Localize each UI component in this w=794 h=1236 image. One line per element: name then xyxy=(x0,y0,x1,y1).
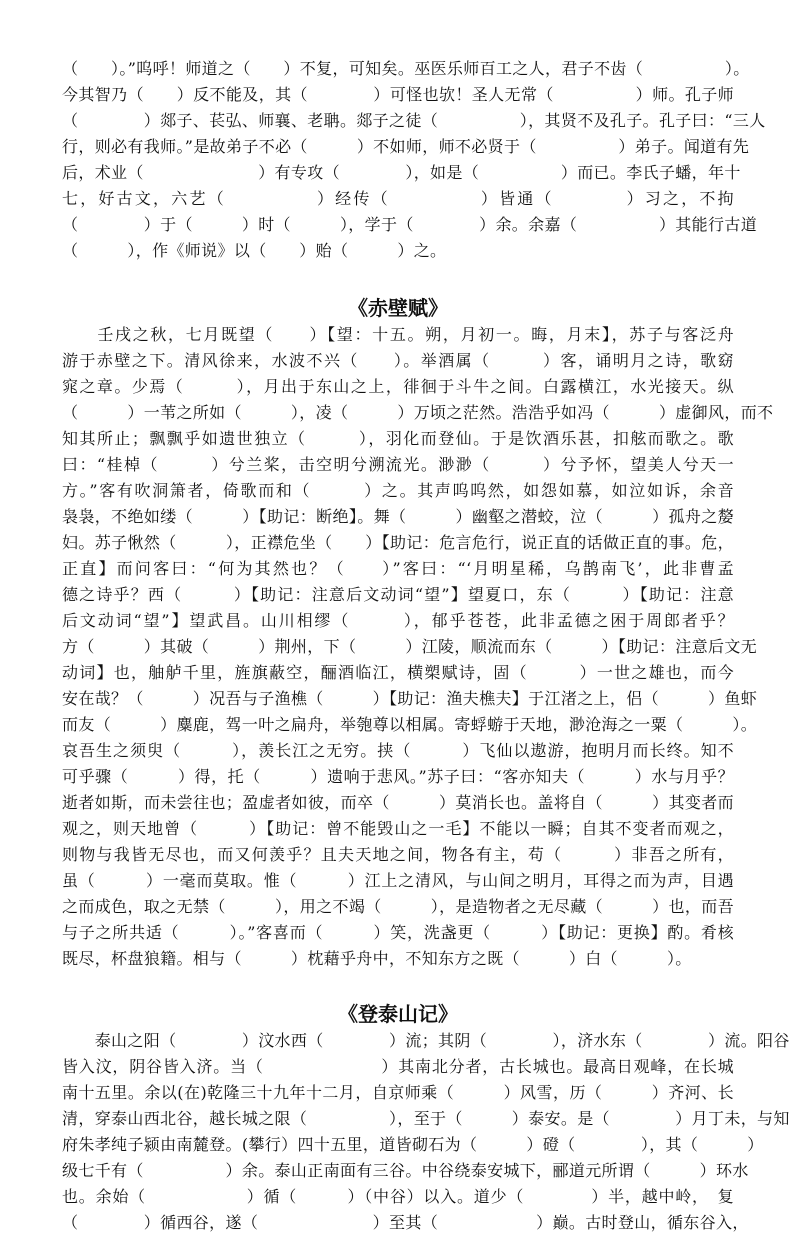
text-line: 与子之所共适（ ）。”客喜而（ ）笑，洗盏更（ ）【助记：更换】酌。肴核 xyxy=(62,923,734,942)
text-line: 泰山之阳（ ）汶水西（ ）流；其阴（ ），济水东（ ）流。阳谷 xyxy=(62,1031,790,1050)
text-line: 哀吾生之须臾（ ），羡长江之无穷。挟（ ）飞仙以遨游，抱明月而长终。知不 xyxy=(62,741,734,760)
text-line: 德之诗乎？西（ ）【助记：注意后文动词“望”】望夏口，东（ ）【助记：注意 xyxy=(62,585,734,604)
worksheet-page xyxy=(62,56,790,1236)
text-line: 之而成色，取之无禁（ ），用之不竭（ ），是造物者之无尽藏（ ）也，而吾 xyxy=(62,897,734,916)
text-line: 府朱孝纯子颍由南麓登。(攀行）四十五里，道皆砌石为（ ）磴（ ），其（ ） xyxy=(62,1135,764,1154)
text-line: 游于赤壁之下。清风徐来，水波不兴（ ）。举酒属（ ）客，诵明月之诗，歌窈 xyxy=(62,351,734,370)
text-line: （ ），作《师说》以（ ）贻（ ）之。 xyxy=(62,241,447,260)
text-line: 曰：“桂棹（ ）兮兰桨，击空明兮溯流光。渺渺（ ）兮予怀，望美人兮天一 xyxy=(62,455,734,474)
text-line: 安在哉？（ ）况吾与子渔樵（ ）【助记：渔夫樵夫】于江渚之上，侣（ ）鱼虾 xyxy=(62,689,758,708)
text-line: 动词】也，舳舻千里，旌旗蔽空，酾酒临江，横槊赋诗，固（ ）一世之雄也，而今 xyxy=(62,663,734,682)
text-line: 皆入汶，阴谷皆入济。当（ ）其南北分者，古长城也。最高日观峰，在长城 xyxy=(62,1057,734,1076)
text-line: 妇。苏子愀然（ ），正襟危坐（ ）【助记：危言危行，说正直的话做正直的事。危， xyxy=(62,533,734,552)
text-line: （ ）循西谷，遂（ ）至其（ ）巅。古时登山，循东谷入， xyxy=(62,1213,749,1232)
text-line: 既尽，杯盘狼籍。相与（ ）枕藉乎舟中，不知东方之既（ ）白（ ）。 xyxy=(62,949,692,968)
text-line: 虽（ ）一毫而莫取。惟（ ）江上之清风，与山间之明月，耳得之而为声，目遇 xyxy=(62,871,734,890)
text-line: 袅袅，不绝如缕（ ）【助记：断绝】。舞（ ）幽壑之潜蛟，泣（ ）孤舟之嫠 xyxy=(62,507,734,526)
text-line: 七，好古文，六艺（ ）经传（ ）皆通（ ）习之，不拘 xyxy=(62,189,734,208)
text-line: 可乎骤（ ）得，托（ ）遗响于悲风。”苏子曰：“客亦知夫（ ）水与月乎？ xyxy=(62,767,734,786)
text-line: 今其智乃（ ）反不能及，其（ ）可怪也欤！圣人无常（ ）师。孔子师 xyxy=(62,85,734,104)
text-line: 方。”客有吹洞箫者，倚歌而和（ ）之。其声呜呜然，如怨如慕，如泣如诉，余音 xyxy=(62,481,734,500)
text-line: 方（ ）其破（ ）荆州，下（ ）江陵，顺流而东（ ）【助记：注意后文无 xyxy=(62,637,758,656)
text-line: 行，则必有我师。”是故弟子不必（ ）不如师，师不必贤于（ ）弟子。闻道有先 xyxy=(62,137,750,156)
text-line: 正直】而问客曰：“何为其然也？（ ）”客曰：“‘月明星稀，乌鹊南飞’，此非曹孟 xyxy=(62,559,734,578)
text-line: 南十五里。余以(在)乾隆三十九年十二月，自京师乘（ ）风雪，历（ ）齐河、长 xyxy=(62,1083,734,1102)
text-line: 级七千有（ ）余。泰山正南面有三谷。中谷绕泰安城下，郦道元所谓（ ）环水 xyxy=(62,1161,749,1180)
text-line: 逝者如斯，而未尝往也；盈虚者如彼，而卒（ ）莫消长也。盖将自（ ）其变者而 xyxy=(62,793,734,812)
text-line: 清，穿泰山西北谷，越长城之限（ ），至于（ ）泰安。是（ ）月丁未，与知 xyxy=(62,1109,790,1128)
text-line: 也。余始（ ）循（ ）（中谷）以入。道少（ ）半，越中岭， 复 xyxy=(62,1187,734,1206)
text-line: 窕之章。少焉（ ），月出于东山之上，徘徊于斗牛之间。白露横江，水光接天。纵 xyxy=(62,377,734,396)
text-line: 后文动词“望”】望武昌。山川相缪（ ），郁乎苍苍，此非孟德之困于周郎者乎？ xyxy=(62,611,734,630)
text-line: 而友（ ）麋鹿，驾一叶之扁舟，举匏尊以相属。寄蜉蝣于天地，渺沧海之一粟（ ）。 xyxy=(62,715,758,734)
text-line: 壬戌之秋，七月既望（ ）【望：十五。朔，月初一。晦，月末】，苏子与客泛舟 xyxy=(62,325,734,344)
text-line: （ ）。”呜呼！师道之（ ）不复，可知矣。巫医乐师百工之人，君子不齿（ ）。 xyxy=(62,59,750,78)
text-line: （ ）一苇之所如（ ），凌（ ）万顷之茫然。浩浩乎如冯（ ）虚御风，而不 xyxy=(62,403,774,422)
chibifu-body xyxy=(62,322,774,972)
text-line: （ ）郯子、苌弘、师襄、老聃。郯子之徒（ ），其贤不及孔子。孔子曰：“三人 xyxy=(62,111,766,130)
text-line: 观之，则天地曾（ ）【助记：曾不能毁山之一毛】不能以一瞬；自其不变者而观之， xyxy=(62,819,734,838)
text-line: 后，术业（ ）有专攻（ ），如是（ ）而已。李氏子蟠，年十 xyxy=(62,163,741,182)
text-line: （ ）于（ ）时（ ），学于（ ）余。余嘉（ ）其能行古道 xyxy=(62,215,758,234)
section-title-dengtaishan: 《登泰山记》 xyxy=(338,1002,458,1026)
shishuo-tail-section xyxy=(62,56,766,264)
section-title-chibifu: 《赤壁赋》 xyxy=(348,296,448,320)
text-line: 则物与我皆无尽也，而又何羡乎？且夫天地之间，物各有主，苟（ ）非吾之所有， xyxy=(62,845,734,864)
dengtaishan-body xyxy=(62,1028,790,1236)
text-line: 知其所止；飘飘乎如遗世独立（ ），羽化而登仙。于是饮酒乐甚，扣舷而歌之。歌 xyxy=(62,429,734,448)
